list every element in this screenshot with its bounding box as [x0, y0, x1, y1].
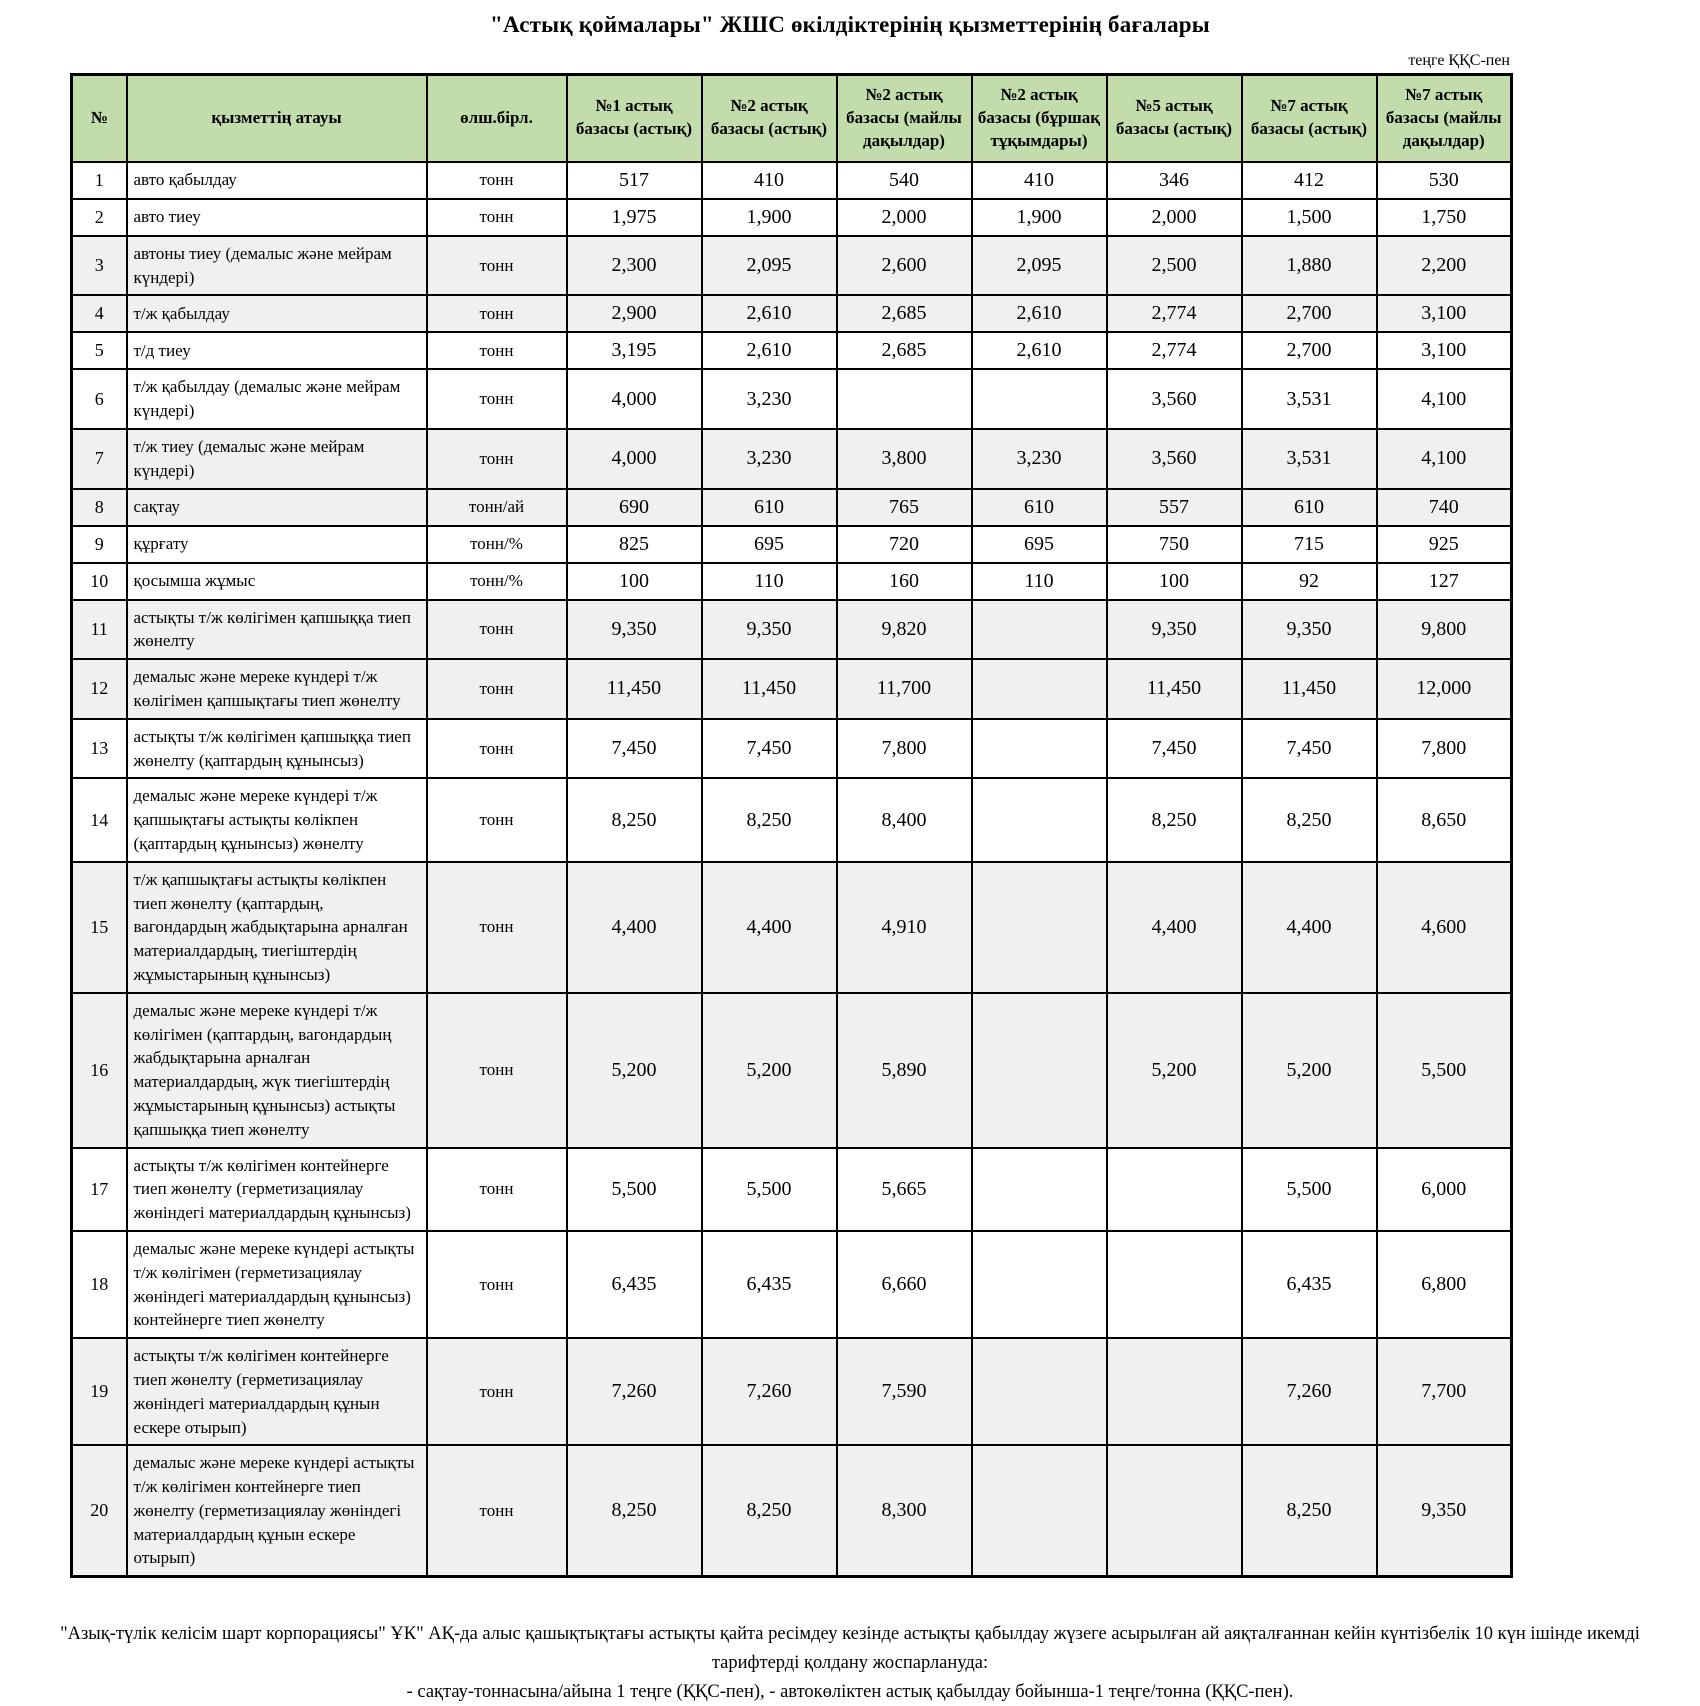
price-cell: 12,000	[1377, 659, 1512, 719]
row-number-cell: 16	[72, 993, 127, 1148]
price-cell: 4,100	[1377, 429, 1512, 489]
price-cell	[972, 369, 1107, 429]
footer-note-2: - сақтау-тоннасына/айына 1 теңге (ҚҚС-пен), - автокөліктен астық қабылдау бойынша-1 теңге/тонна (ҚҚС-пен).	[406, 1681, 1294, 1702]
price-cell: 610	[702, 489, 837, 526]
service-name-cell: құрғату	[127, 526, 427, 563]
price-cell: 720	[837, 526, 972, 563]
row-number-cell: 12	[72, 659, 127, 719]
price-cell: 110	[702, 563, 837, 600]
price-cell: 925	[1377, 526, 1512, 563]
price-cell: 8,250	[567, 1445, 702, 1576]
price-cell: 5,500	[1377, 993, 1512, 1148]
row-number-cell: 13	[72, 719, 127, 779]
unit-cell: тонн/%	[427, 526, 567, 563]
row-number-cell: 8	[72, 489, 127, 526]
price-cell: 11,450	[567, 659, 702, 719]
price-cell: 540	[837, 162, 972, 199]
price-cell: 2,600	[837, 236, 972, 296]
price-cell	[1107, 1338, 1242, 1445]
price-cell: 740	[1377, 489, 1512, 526]
unit-cell: тонн	[427, 719, 567, 779]
price-cell: 6,435	[567, 1231, 702, 1338]
unit-cell: тонн	[427, 1231, 567, 1338]
price-cell: 6,000	[1377, 1148, 1512, 1231]
price-cell: 3,230	[972, 429, 1107, 489]
price-cell: 5,200	[1242, 993, 1377, 1148]
price-cell: 3,100	[1377, 332, 1512, 369]
row-number-cell: 18	[72, 1231, 127, 1338]
row-number-cell: 19	[72, 1338, 127, 1445]
price-cell: 2,095	[972, 236, 1107, 296]
price-cell: 610	[972, 489, 1107, 526]
service-name-cell: астықты т/ж көлігімен қапшыққа тиеп жөнелту	[127, 600, 427, 660]
unit-cell: тонн	[427, 1445, 567, 1576]
price-cell: 715	[1242, 526, 1377, 563]
price-cell: 3,531	[1242, 369, 1377, 429]
price-cell: 7,450	[1107, 719, 1242, 779]
price-cell: 1,900	[972, 199, 1107, 236]
price-cell	[972, 993, 1107, 1148]
price-cell: 8,300	[837, 1445, 972, 1576]
row-number-cell: 15	[72, 862, 127, 993]
price-cell: 5,500	[567, 1148, 702, 1231]
unit-cell: тонн	[427, 600, 567, 660]
service-name-cell: астықты т/ж көлігімен қапшыққа тиеп жөнелту (қаптардың құнынсыз)	[127, 719, 427, 779]
price-cell	[972, 1231, 1107, 1338]
table-container	[70, 52, 1510, 1578]
service-name-cell: демалыс және мереке күндері астықты т/ж көлігімен контейнерге тиеп жөнелту (герметизациялау жөніндегі материалдардың құнын ескере отырып)	[127, 1445, 427, 1576]
page-title: "Астық қоймалары" ЖШС өкілдіктерінің қызметтерінің бағалары	[490, 12, 1210, 37]
price-cell: 7,800	[1377, 719, 1512, 779]
price-cell: 11,450	[702, 659, 837, 719]
table-row	[72, 332, 1512, 369]
column-header-2: өлш.бірл.	[427, 75, 567, 162]
service-name-cell: т/ж тиеу (демалыс және мейрам күндері)	[127, 429, 427, 489]
price-cell: 1,975	[567, 199, 702, 236]
price-cell: 7,450	[1242, 719, 1377, 779]
table-row	[72, 862, 1512, 993]
row-number-cell: 9	[72, 526, 127, 563]
price-cell: 2,700	[1242, 332, 1377, 369]
table-row	[72, 162, 1512, 199]
price-cell: 695	[702, 526, 837, 563]
price-cell: 7,800	[837, 719, 972, 779]
row-number-cell: 7	[72, 429, 127, 489]
table-row	[72, 1445, 1512, 1576]
price-cell: 4,600	[1377, 862, 1512, 993]
price-cell: 3,560	[1107, 369, 1242, 429]
price-cell: 6,660	[837, 1231, 972, 1338]
price-cell: 3,560	[1107, 429, 1242, 489]
currency-note: теңге ҚҚС-пен	[1408, 52, 1510, 69]
service-name-cell: т/д тиеу	[127, 332, 427, 369]
price-cell: 160	[837, 563, 972, 600]
row-number-cell: 2	[72, 199, 127, 236]
price-cell: 5,200	[567, 993, 702, 1148]
service-name-cell: автоны тиеу (демалыс және мейрам күндері)	[127, 236, 427, 296]
service-name-cell: демалыс және мереке күндері астықты т/ж көлігімен (герметизациялау жөніндегі материалдардың құнынсыз) контейнерге тиеп жөнелту	[127, 1231, 427, 1338]
price-cell	[972, 778, 1107, 861]
unit-cell: тонн	[427, 332, 567, 369]
service-name-cell: қосымша жұмыс	[127, 563, 427, 600]
unit-cell: тонн	[427, 295, 567, 332]
price-cell: 690	[567, 489, 702, 526]
price-cell	[972, 600, 1107, 660]
price-cell: 5,500	[702, 1148, 837, 1231]
table-row	[72, 489, 1512, 526]
price-cell: 557	[1107, 489, 1242, 526]
service-name-cell: демалыс және мереке күндері т/ж көлігімен қапшықтағы тиеп жөнелту	[127, 659, 427, 719]
price-cell: 346	[1107, 162, 1242, 199]
service-name-cell: т/ж қабылдау	[127, 295, 427, 332]
price-cell: 4,000	[567, 429, 702, 489]
row-number-cell: 17	[72, 1148, 127, 1231]
price-cell: 7,450	[702, 719, 837, 779]
price-cell: 8,250	[567, 778, 702, 861]
unit-cell: тонн	[427, 862, 567, 993]
unit-cell: тонн	[427, 659, 567, 719]
price-cell: 3,230	[702, 369, 837, 429]
price-cell: 5,200	[702, 993, 837, 1148]
price-cell: 9,350	[1242, 600, 1377, 660]
table-row	[72, 563, 1512, 600]
price-cell: 5,500	[1242, 1148, 1377, 1231]
price-cell: 4,100	[1377, 369, 1512, 429]
table-row	[72, 600, 1512, 660]
column-header-3: №1 астық базасы (астық)	[567, 75, 702, 162]
table-row	[72, 369, 1512, 429]
price-cell: 100	[1107, 563, 1242, 600]
price-cell	[972, 659, 1107, 719]
unit-cell: тонн	[427, 199, 567, 236]
price-cell: 4,400	[1242, 862, 1377, 993]
unit-cell: тонн/ай	[427, 489, 567, 526]
price-cell	[972, 719, 1107, 779]
price-cell: 2,000	[837, 199, 972, 236]
price-cell: 7,260	[567, 1338, 702, 1445]
service-name-cell: демалыс және мереке күндері т/ж қапшықтағы астықты көлікпен (қаптардың құнынсыз) жөнелту	[127, 778, 427, 861]
row-number-cell: 6	[72, 369, 127, 429]
table-row	[72, 719, 1512, 779]
price-cell: 2,610	[972, 295, 1107, 332]
price-cell	[1107, 1148, 1242, 1231]
price-cell: 7,590	[837, 1338, 972, 1445]
footer-notes	[45, 1620, 1655, 1706]
unit-cell: тонн/%	[427, 563, 567, 600]
price-cell: 127	[1377, 563, 1512, 600]
price-cell: 2,900	[567, 295, 702, 332]
price-cell: 4,000	[567, 369, 702, 429]
service-name-cell: т/ж қапшықтағы астықты көлікпен тиеп жөнелту (қаптардың, вагондардың жабдықтарына арналған материалдардың, тиегіштердің жұмыстарының құнынсыз)	[127, 862, 427, 993]
row-number-cell: 20	[72, 1445, 127, 1576]
service-name-cell: авто тиеу	[127, 199, 427, 236]
column-header-1: қызметтің атауы	[127, 75, 427, 162]
price-cell: 8,250	[1242, 1445, 1377, 1576]
unit-cell: тонн	[427, 1338, 567, 1445]
table-row	[72, 993, 1512, 1148]
price-cell: 2,095	[702, 236, 837, 296]
table-row	[72, 295, 1512, 332]
unit-cell: тонн	[427, 369, 567, 429]
price-cell: 8,250	[702, 1445, 837, 1576]
price-cell: 3,531	[1242, 429, 1377, 489]
unit-cell: тонн	[427, 429, 567, 489]
price-cell: 9,350	[1107, 600, 1242, 660]
service-name-cell: демалыс және мереке күндері т/ж көлігімен (қаптардың, вагондардың жабдықтарына арналған материалдардың, жүк тиегіштердің жұмыстарының құнынсыз) астықты қапшыққа тиеп жөнелту	[127, 993, 427, 1148]
row-number-cell: 4	[72, 295, 127, 332]
price-cell: 100	[567, 563, 702, 600]
footer-note-1: "Азық-түлік келісім шарт корпорациясы" ҰК" АҚ-да алыс қашықтықтағы астықты қайта ресімдеу кезінде астықты қабылдау жүзеге асырылған ай аяқталғаннан кейін күнтізбелік 10 күн ішінде икемді тарифтерді қолдану жоспарлануда:	[60, 1624, 1640, 1673]
price-table	[70, 73, 1513, 1578]
table-body	[72, 162, 1512, 1577]
price-cell	[972, 862, 1107, 993]
unit-cell: тонн	[427, 993, 567, 1148]
price-cell: 4,910	[837, 862, 972, 993]
service-name-cell: астықты т/ж көлігімен контейнерге тиеп жөнелту (герметизациялау жөніндегі материалдардың құнын ескере отырып)	[127, 1338, 427, 1445]
row-number-cell: 11	[72, 600, 127, 660]
price-cell: 2,610	[702, 332, 837, 369]
price-cell: 7,450	[567, 719, 702, 779]
price-cell: 11,450	[1242, 659, 1377, 719]
price-cell: 9,800	[1377, 600, 1512, 660]
price-cell: 9,350	[702, 600, 837, 660]
price-cell: 9,350	[1377, 1445, 1512, 1576]
price-cell: 2,774	[1107, 332, 1242, 369]
column-header-0: №	[72, 75, 127, 162]
column-header-9: №7 астық базасы (майлы дақылдар)	[1377, 75, 1512, 162]
table-row	[72, 429, 1512, 489]
price-cell: 825	[567, 526, 702, 563]
price-cell: 8,650	[1377, 778, 1512, 861]
price-cell	[972, 1445, 1107, 1576]
price-cell: 9,820	[837, 600, 972, 660]
price-cell: 8,250	[1107, 778, 1242, 861]
row-number-cell: 5	[72, 332, 127, 369]
price-cell: 2,300	[567, 236, 702, 296]
service-name-cell: авто қабылдау	[127, 162, 427, 199]
price-cell: 2,500	[1107, 236, 1242, 296]
price-cell: 530	[1377, 162, 1512, 199]
column-header-6: №2 астық базасы (бұршақ тұқымдары)	[972, 75, 1107, 162]
service-name-cell: астықты т/ж көлігімен контейнерге тиеп жөнелту (герметизациялау жөніндегі материалдардың құнынсыз)	[127, 1148, 427, 1231]
price-cell: 4,400	[1107, 862, 1242, 993]
service-name-cell: т/ж қабылдау (демалыс және мейрам күндері)	[127, 369, 427, 429]
price-cell: 2,685	[837, 295, 972, 332]
column-header-4: №2 астық базасы (астық)	[702, 75, 837, 162]
price-cell: 8,250	[702, 778, 837, 861]
price-cell: 11,450	[1107, 659, 1242, 719]
column-header-8: №7 астық базасы (астық)	[1242, 75, 1377, 162]
table-header	[72, 75, 1512, 162]
price-cell: 5,665	[837, 1148, 972, 1231]
price-cell: 750	[1107, 526, 1242, 563]
price-cell: 410	[702, 162, 837, 199]
price-cell: 5,200	[1107, 993, 1242, 1148]
price-cell: 2,000	[1107, 199, 1242, 236]
price-cell: 3,195	[567, 332, 702, 369]
price-cell: 7,260	[1242, 1338, 1377, 1445]
price-cell: 2,610	[702, 295, 837, 332]
table-row	[72, 659, 1512, 719]
table-row	[72, 1338, 1512, 1445]
price-cell: 2,685	[837, 332, 972, 369]
price-cell: 4,400	[567, 862, 702, 993]
price-cell: 3,800	[837, 429, 972, 489]
price-cell: 610	[1242, 489, 1377, 526]
price-cell: 412	[1242, 162, 1377, 199]
price-cell: 9,350	[567, 600, 702, 660]
price-cell: 2,774	[1107, 295, 1242, 332]
price-cell: 6,800	[1377, 1231, 1512, 1338]
table-row	[72, 199, 1512, 236]
table-row	[72, 778, 1512, 861]
column-header-7: №5 астық базасы (астық)	[1107, 75, 1242, 162]
unit-cell: тонн	[427, 1148, 567, 1231]
column-header-5: №2 астық базасы (майлы дақылдар)	[837, 75, 972, 162]
table-row	[72, 1148, 1512, 1231]
row-number-cell: 14	[72, 778, 127, 861]
price-cell: 110	[972, 563, 1107, 600]
price-cell: 92	[1242, 563, 1377, 600]
unit-cell: тонн	[427, 236, 567, 296]
unit-cell: тонн	[427, 162, 567, 199]
row-number-cell: 10	[72, 563, 127, 600]
price-cell	[837, 369, 972, 429]
unit-cell: тонн	[427, 778, 567, 861]
price-cell: 6,435	[1242, 1231, 1377, 1338]
row-number-cell: 3	[72, 236, 127, 296]
price-cell	[1107, 1445, 1242, 1576]
price-cell: 7,260	[702, 1338, 837, 1445]
price-cell: 8,250	[1242, 778, 1377, 861]
price-cell: 3,230	[702, 429, 837, 489]
row-number-cell: 1	[72, 162, 127, 199]
price-cell: 2,610	[972, 332, 1107, 369]
price-cell: 11,700	[837, 659, 972, 719]
price-cell: 5,890	[837, 993, 972, 1148]
table-row	[72, 236, 1512, 296]
price-cell: 1,750	[1377, 199, 1512, 236]
price-cell: 517	[567, 162, 702, 199]
price-cell: 8,400	[837, 778, 972, 861]
price-cell: 1,500	[1242, 199, 1377, 236]
service-name-cell: сақтау	[127, 489, 427, 526]
price-cell: 7,700	[1377, 1338, 1512, 1445]
price-cell: 1,900	[702, 199, 837, 236]
price-cell: 4,400	[702, 862, 837, 993]
price-cell	[972, 1148, 1107, 1231]
price-cell: 6,435	[702, 1231, 837, 1338]
price-cell: 2,200	[1377, 236, 1512, 296]
price-cell	[972, 1338, 1107, 1445]
price-cell: 1,880	[1242, 236, 1377, 296]
header-row	[72, 75, 1512, 162]
price-cell: 695	[972, 526, 1107, 563]
price-cell: 3,100	[1377, 295, 1512, 332]
price-cell	[1107, 1231, 1242, 1338]
table-row	[72, 526, 1512, 563]
price-cell: 765	[837, 489, 972, 526]
table-row	[72, 1231, 1512, 1338]
price-cell: 410	[972, 162, 1107, 199]
price-cell: 2,700	[1242, 295, 1377, 332]
